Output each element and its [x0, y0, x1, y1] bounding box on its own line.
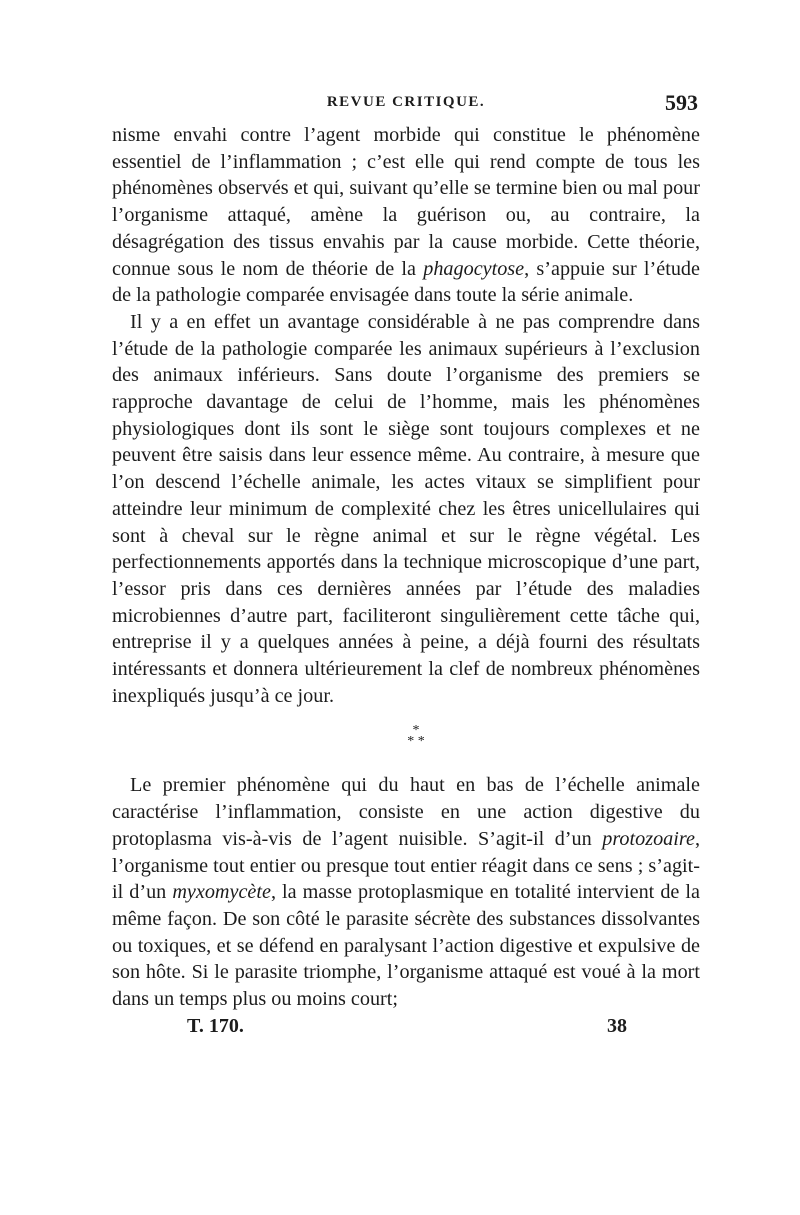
- paragraph-3-text-c: , la masse protoplasmique en totalité intervient de la même façon. De son côté le parasite sécrète des substances dissolvantes ou toxiques, et se défend en paralysant l’action digestive et expulsive de son hôte. Si le parasite triomphe, l’organisme attaqué est voué à la mort dans un temps plus ou moins court;: [112, 881, 700, 1011]
- term-protozoaire: protozoaire: [602, 827, 695, 850]
- asterism-top: *: [412, 723, 420, 739]
- page-number: 593: [665, 90, 698, 115]
- volume-signature: T. 170.: [187, 1014, 244, 1037]
- term-phagocytose: phagocytose: [423, 257, 525, 280]
- paragraph-3-text-a: Le premier phénomène qui du haut en bas de l’échelle animale caractérise l’inflammation, consiste en une action digestive du protoplasma vis-à-vis de l’agent nuisible. S’agit-il d’un: [112, 774, 700, 850]
- paragraph-1: [112, 122, 700, 309]
- asterism-bottom: * *: [407, 734, 425, 750]
- term-myxomycete: myxomycète: [172, 881, 271, 904]
- paragraph-2: Il y a en effet un avantage considérable à ne pas comprendre dans l’étude de la pathologie comparée les animaux supérieurs à l’exclusion des animaux inférieurs. Sans doute l’organisme des premiers se rapproche davantage de celui de l’homme, mais les phénomènes physiologiques dont ils sont le siège sont toujours complexes et ne peuvent être saisis dans leur essence même. Au contraire, à mesure que l’on descend l’échelle animale, les actes vitaux se simplifient pour atteindre leur minimum de complexité chez les êtres unicellulaires qui sont à cheval sur le règne animal et sur le règne végétal. Les perfectionnements apportés dans la technique microscopique d’une part, l’essor pris dans ces dernières années par l’étude des maladies microbiennes d’autre part, faciliteront singulièrement cette tâche qui, entreprise il y a quelques années à peine, a déjà fourni des résultats intéressants et donnera ultérieurement la clef de nombreux phénomènes inexpliqués jusqu’à ce jour.: [112, 310, 700, 707]
- paragraph-3-text-b: , l’organisme tout entier ou presque tout entier réagit dans ce sens ; s’agit-il d’un: [112, 827, 700, 904]
- paragraph-1-text: nisme envahi contre l’agent morbide qui constitue le phénomène essentiel de l’inflammation ; c’est elle qui rend compte de tous les phénomènes observés et qui, suivant qu’elle se termine bien ou mal pour l’organisme attaqué, amène la guérison ou, au contraire, la désagrégation des tissus envahis par la cause morbide. Cette théorie, connue sous le nom de théorie de la: [112, 124, 700, 280]
- page-footer: [112, 1015, 700, 1041]
- page: [112, 92, 700, 1041]
- running-title: REVUE CRITIQUE.: [326, 94, 486, 110]
- running-head: [112, 92, 700, 122]
- paragraph-1-end: , s’appuie sur l’étude de la pathologie comparée envisagée dans toute la série animale.: [112, 257, 700, 307]
- paragraph-3: [112, 772, 700, 1012]
- sheet-number: 38: [607, 1014, 627, 1037]
- asterism-divider: [112, 723, 700, 750]
